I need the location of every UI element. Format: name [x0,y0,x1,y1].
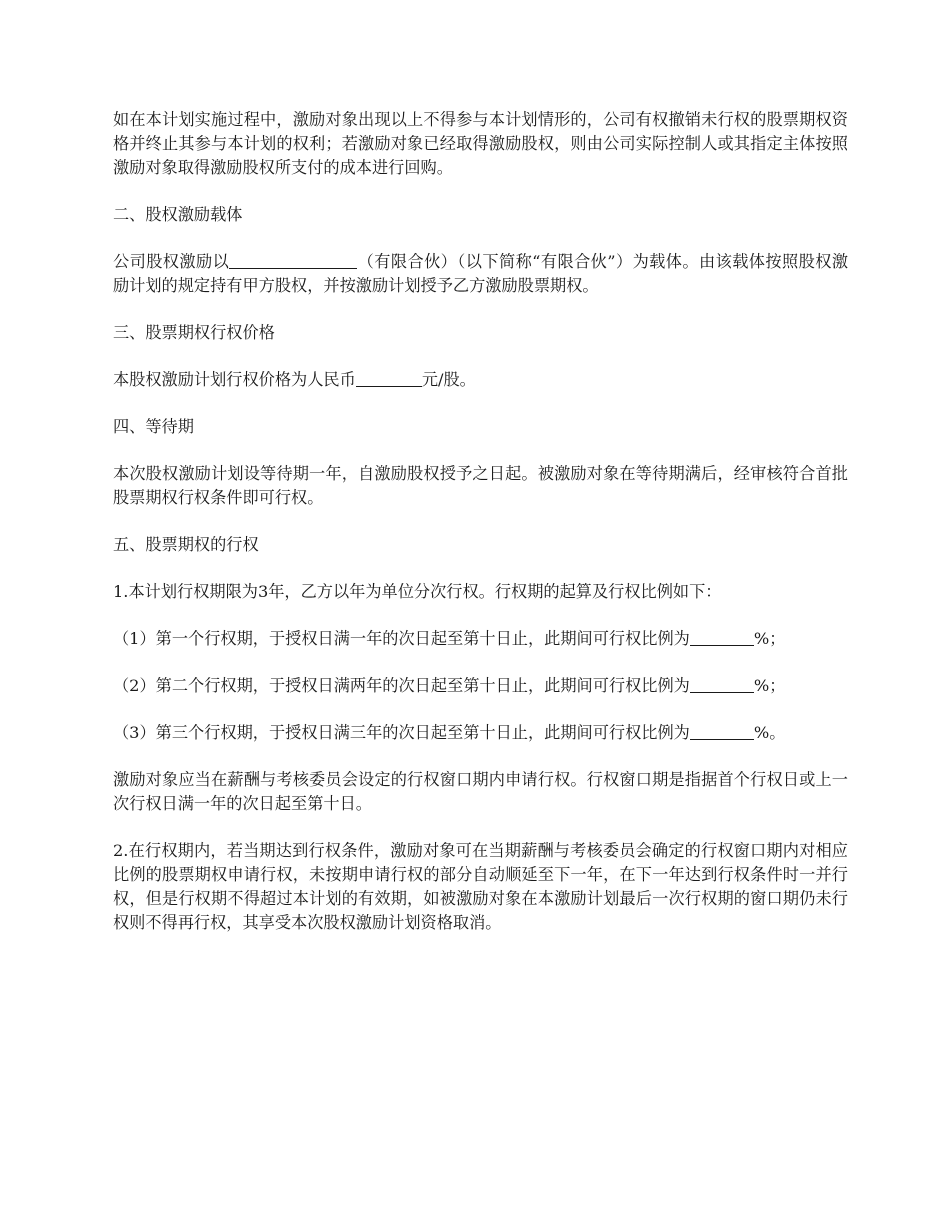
paragraph-intro: 如在本计划实施过程中，激励对象出现以上不得参与本计划情形的，公司有权撤销未行权的股票期权资格并终止其参与本计划的权利；若激励对象已经取得激励股权，则由公司实际控制人或其指定主体按照激励对象取得激励股权所支付的成本进行回购。 [113,110,848,177]
price-text-start: 本股权激励计划行权价格为人民币 [113,370,356,389]
document-page [113,108,848,958]
paragraph-carrier [113,250,848,298]
period-2-text: （2）第二个行权期，于授权日满两年的次日起至第十日止，此期间可行权比例为 [113,676,690,695]
period-2-end: %； [753,676,786,695]
paragraph-exercise-term: 1.本计划行权期限为3年，乙方以年为单位分次行权。行权期的起算及行权比例如下： [113,582,722,601]
period-1-ratio-blank [690,628,754,646]
paragraph-period-3 [113,721,848,745]
paragraph-waiting-period: 本次股权激励计划设等待期一年，自激励股权授予之日起。被激励对象在等待期满后，经审核符合首批股票期权行权条件即可行权。 [113,464,848,507]
heading-waiting-period: 四、等待期 [113,417,194,436]
period-2-ratio-blank [690,675,754,693]
paragraph-exercise-rules: 2.在行权期内，若当期达到行权条件，激励对象可在当期薪酬与考核委员会确定的行权窗口期内对相应比例的股票期权申请行权，未按期申请行权的部分自动顺延至下一年，在下一年达到行权条件时一并行权，但是行权期不得超过本计划的有效期，如被激励对象在本激励计划最后一次行权期的窗口期仍未行权则不得再行权，其享受本次股权激励计划资格取消。 [113,841,848,932]
paragraph-period-2 [113,674,848,698]
carrier-name-blank [229,251,357,269]
paragraph-price [113,368,848,392]
price-blank [356,369,422,387]
heading-option-exercise: 五、股票期权的行权 [113,535,259,554]
period-1-text: （1）第一个行权期，于授权日满一年的次日起至第十日止，此期间可行权比例为 [113,629,690,648]
period-3-text: （3）第三个行权期，于授权日满三年的次日起至第十日止，此期间可行权比例为 [113,723,690,742]
heading-exercise-price: 三、股票期权行权价格 [113,323,275,342]
period-1-end: %； [753,629,786,648]
heading-carrier: 二、股权激励载体 [113,205,243,224]
carrier-text-start: 公司股权激励以 [113,252,230,271]
paragraph-period-1 [113,627,848,651]
period-3-end: %。 [753,723,786,742]
carrier-text-end: （有限合伙）（以下简称“有限合伙”）为载体。由该载体按照股权激励计划的规定持有甲方股权，并按激励计划授予乙方激励股票期权。 [113,252,849,295]
paragraph-exercise-window: 激励对象应当在薪酬与考核委员会设定的行权窗口期内申请行权。行权窗口期是指据首个行权日或上一次行权日满一年的次日起至第十日。 [113,770,848,813]
price-text-end: 元/股。 [421,370,476,389]
period-3-ratio-blank [690,722,754,740]
